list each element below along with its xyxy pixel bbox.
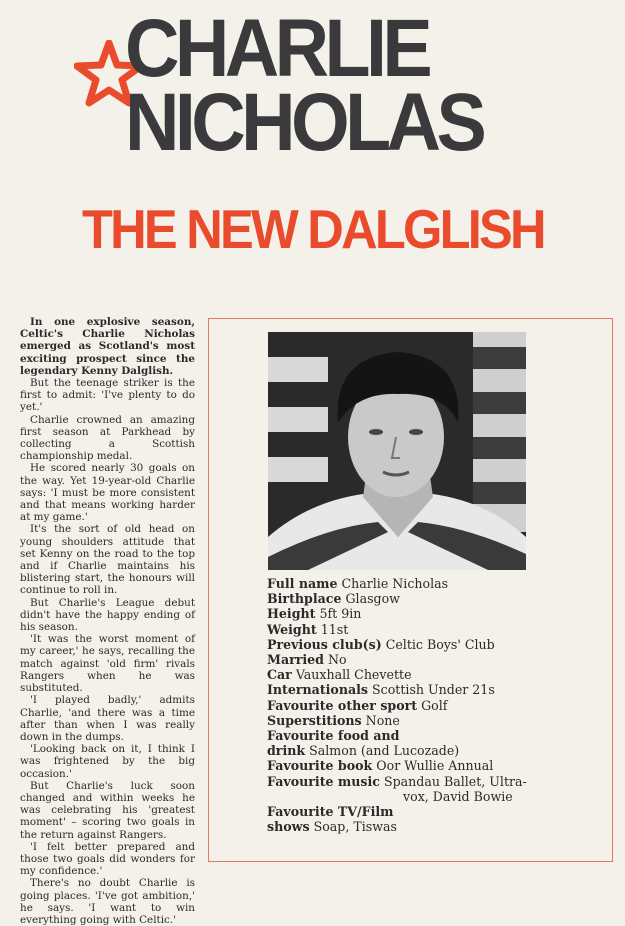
- fact-row: [267, 698, 567, 713]
- fact-row: [267, 576, 567, 591]
- fact-row: [267, 789, 567, 804]
- fact-value: Oor Wullie Annual: [376, 758, 494, 774]
- fact-row: [267, 667, 567, 682]
- fact-value: Charlie Nicholas: [341, 576, 449, 591]
- fact-row: [267, 728, 567, 743]
- fact-label: Full name: [267, 576, 338, 591]
- fact-value: None: [365, 712, 400, 728]
- fact-value: Vauxhall Chevette: [295, 667, 412, 683]
- fact-label: Height: [267, 606, 316, 622]
- fact-value: Salmon (and Lucozade): [309, 743, 460, 759]
- fact-row: [267, 774, 567, 789]
- profile-facts: [267, 576, 567, 834]
- fact-value: Scottish Under 21s: [372, 682, 495, 698]
- fact-row: [267, 637, 567, 652]
- fact-row: [267, 758, 567, 773]
- fact-label: Favourite other sport: [267, 697, 418, 713]
- page-title: [125, 3, 493, 168]
- title-line-2: NICHOLAS: [125, 77, 483, 168]
- fact-row: [267, 804, 567, 819]
- article-body: [20, 316, 195, 926]
- fact-value: No: [328, 652, 347, 668]
- article-paragraph: It's the sort of old head on young shoulders attitude that set Kenny on the road to the top and if Charlie maintains his blistering start, the honours will continue to roll in.: [20, 523, 195, 597]
- title-line-1: CHARLIE: [125, 3, 429, 94]
- fact-label: Weight: [267, 621, 317, 637]
- article-paragraph: But the teenage striker is the first to admit: 'I've plenty to do yet.': [20, 377, 195, 414]
- fact-row: [267, 743, 567, 758]
- player-photo: [268, 332, 526, 570]
- fact-value: Glasgow: [345, 591, 400, 607]
- fact-label: Married: [267, 652, 324, 668]
- article-paragraph: 'It was the worst moment of my career,' he says, recalling the match against 'old firm' rivals Rangers when he was substituted.: [20, 633, 195, 695]
- fact-row: [267, 652, 567, 667]
- fact-label: Previous club(s): [267, 636, 382, 652]
- fact-value: Soap, Tiswas: [313, 819, 398, 835]
- fact-label: Car: [267, 667, 292, 683]
- fact-row: [267, 591, 567, 606]
- article-lead: In one explosive season, Celtic's Charlie Nicholas emerged as Scotland's most exciting prospect since the legendary Kenny Dalglish.: [20, 316, 195, 377]
- article-paragraph: There's no doubt Charlie is going places. 'I've got ambition,' he says. 'I want to win everything going with Celtic.': [20, 877, 195, 926]
- fact-label: Favourite music: [267, 773, 380, 789]
- fact-row: [267, 682, 567, 697]
- fact-value: Spandau Ballet, Ultra-: [383, 773, 527, 789]
- article-paragraph: 'Looking back on it, I think I was frightened by the big occasion.': [20, 743, 195, 780]
- fact-value: Golf: [421, 697, 448, 713]
- fact-row: [267, 819, 567, 834]
- page-subtitle: THE NEW DALGLISH: [82, 198, 544, 260]
- fact-label: drink: [267, 743, 306, 759]
- fact-value: 11st: [320, 621, 349, 637]
- fact-row: [267, 606, 567, 621]
- article-paragraph: But Charlie's luck soon changed and within weeks he was celebrating his 'greatest moment' – scoring two goals in the return against Rangers.: [20, 779, 195, 841]
- fact-label: Birthplace: [267, 591, 342, 607]
- fact-label: Favourite TV/Film: [267, 804, 394, 820]
- player-photo-illustration: [268, 332, 526, 570]
- article-paragraph: He scored nearly 30 goals on the way. Yet 19-year-old Charlie says: 'I must be more consistent and that means working harder at my game.': [20, 462, 195, 524]
- fact-label: shows: [267, 819, 310, 835]
- fact-value: vox, David Bowie: [403, 788, 513, 804]
- fact-label: Favourite food and: [267, 728, 400, 744]
- article-paragraph: But Charlie's League debut didn't have the happy ending of his season.: [20, 596, 195, 634]
- fact-label: Favourite book: [267, 758, 373, 774]
- article-paragraph: 'I played badly,' admits Charlie, 'and there was a time after than when I was really down in the dumps.: [20, 694, 195, 743]
- article-paragraph: Charlie crowned an amazing first season at Parkhead by collecting a Scottish championship medal.: [20, 413, 195, 463]
- fact-label: Superstitions: [267, 712, 362, 728]
- fact-label: Internationals: [267, 682, 369, 698]
- fact-row: [267, 713, 567, 728]
- fact-row: [267, 622, 567, 637]
- fact-value: 5ft 9in: [319, 606, 362, 622]
- article-paragraph: 'I felt better prepared and those two goals did wonders for my confidence.': [20, 840, 195, 878]
- fact-value: Celtic Boys' Club: [385, 636, 495, 652]
